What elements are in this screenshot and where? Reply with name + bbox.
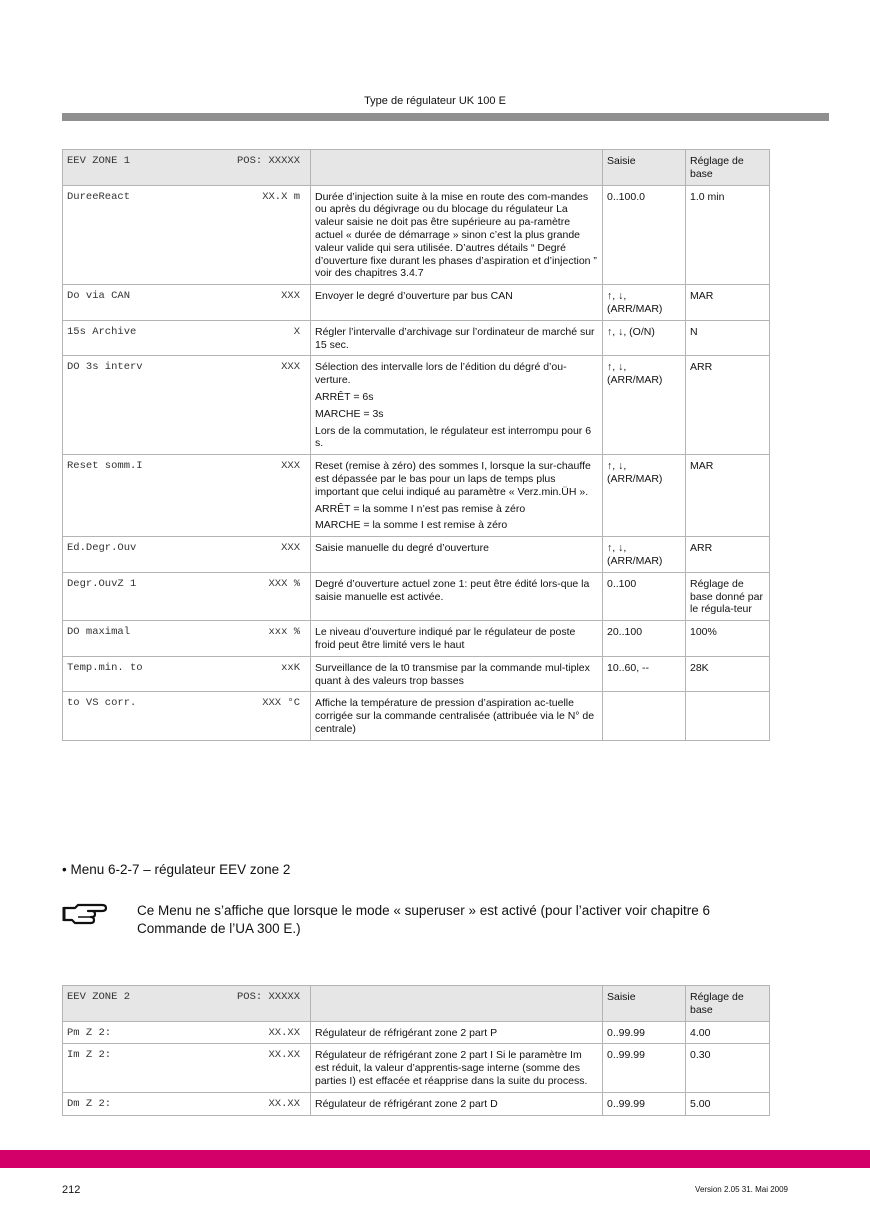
param-name: 15s Archive bbox=[67, 325, 137, 338]
page-number: 212 bbox=[62, 1184, 81, 1196]
param-value: xxx % bbox=[268, 626, 300, 639]
table-row bbox=[63, 656, 770, 692]
param-cell bbox=[63, 537, 311, 573]
saisie-cell: 0..100 bbox=[603, 572, 686, 620]
table-row bbox=[63, 356, 770, 455]
description-line: Surveillance de la t0 transmise par la commande mul-tiplex quant à des valeurs trop basses bbox=[315, 661, 590, 687]
saisie-cell: ↑, ↓, (ARR/MAR) bbox=[603, 356, 686, 455]
superuser-note: Ce Menu ne s’affiche que lorsque le mode « superuser » est activé (pour l’activer voir chapitre 6 Commande de l’UA 300 E.) bbox=[137, 903, 711, 936]
base-setting-cell: 100% bbox=[686, 621, 770, 657]
param-cell bbox=[63, 572, 311, 620]
saisie-cell: 10..60, -- bbox=[603, 656, 686, 692]
base-setting-cell: ARR bbox=[686, 356, 770, 455]
param-value: XXX °C bbox=[262, 697, 300, 710]
description-line: Reset (remise à zéro) des sommes I, lorsque la sur-chauffe est dépassée par le bas pour un laps de temps plus important que celui indiqué au paramètre « Verz.min.ÜH ». bbox=[315, 460, 591, 498]
header-param-cell bbox=[63, 150, 311, 186]
param-cell bbox=[63, 356, 311, 455]
saisie-cell: 0..99.99 bbox=[603, 1092, 686, 1115]
param-cell bbox=[63, 1092, 311, 1115]
saisie-cell: ↑, ↓, (O/N) bbox=[603, 320, 686, 356]
base-setting-cell: Réglage de base donné par le régula-teur bbox=[686, 572, 770, 620]
header-desc-cell bbox=[311, 986, 603, 1022]
header-pos-label: POS: XXXXX bbox=[236, 991, 300, 1003]
page-header-title: Type de régulateur UK 100 E bbox=[364, 95, 506, 107]
header-param-label: EEV ZONE 2 bbox=[67, 991, 131, 1003]
footer-bar bbox=[0, 1150, 870, 1168]
param-value: XX.XX bbox=[268, 1097, 300, 1110]
base-setting-cell: 28K bbox=[686, 656, 770, 692]
param-cell bbox=[63, 692, 311, 740]
description-line: Régulateur de réfrigérant zone 2 part P bbox=[315, 1026, 498, 1039]
description-line: Degré d’ouverture actuel zone 1: peut être édité lors-que la saisie manuelle est activée. bbox=[315, 577, 590, 603]
param-cell bbox=[63, 320, 311, 356]
saisie-cell: 0..99.99 bbox=[603, 1044, 686, 1092]
header-rule bbox=[62, 113, 829, 121]
description-cell bbox=[311, 572, 603, 620]
base-setting-cell: N bbox=[686, 320, 770, 356]
description-cell bbox=[311, 692, 603, 740]
description-line: ARRÊT = 6s bbox=[315, 390, 374, 403]
base-setting-cell bbox=[686, 692, 770, 740]
header-base-cell: Réglage de base bbox=[686, 150, 770, 186]
header-desc-cell bbox=[311, 150, 603, 186]
table-row bbox=[63, 692, 770, 740]
description-cell bbox=[311, 285, 603, 321]
param-name: Ed.Degr.Ouv bbox=[67, 542, 137, 555]
description-cell bbox=[311, 185, 603, 285]
param-name: DureeReact bbox=[67, 190, 131, 203]
pointing-hand-icon bbox=[62, 902, 108, 926]
saisie-cell: 0..100.0 bbox=[603, 185, 686, 285]
table-row bbox=[63, 1021, 770, 1044]
description-cell bbox=[311, 1044, 603, 1092]
param-name: DO maximal bbox=[67, 626, 131, 639]
description-line: Saisie manuelle du degré d’ouverture bbox=[315, 542, 489, 555]
description-line: Sélection des intervalle lors de l’édition du dégré d’ou-verture. bbox=[315, 361, 567, 387]
base-setting-cell: 4.00 bbox=[686, 1021, 770, 1044]
param-value: XXX bbox=[281, 290, 300, 303]
param-value: xxK bbox=[281, 661, 300, 674]
description-line: Lors de la commutation, le régulateur est interrompu pour 6 s. bbox=[315, 424, 592, 450]
param-name: to VS corr. bbox=[67, 697, 137, 710]
header-base-cell: Réglage de base bbox=[686, 986, 770, 1022]
table-row bbox=[63, 1092, 770, 1115]
description-line: Affiche la température de pression d’aspiration ac-tuelle corrigée sur la commande centralisée (attribuée via le N° de centrale) bbox=[315, 697, 595, 735]
param-name: Degr.OuvZ 1 bbox=[67, 577, 137, 590]
param-cell bbox=[63, 455, 311, 537]
description-cell bbox=[311, 537, 603, 573]
param-cell bbox=[63, 621, 311, 657]
description-line: Envoyer le degré d’ouverture par bus CAN bbox=[315, 290, 513, 303]
base-setting-cell: ARR bbox=[686, 537, 770, 573]
param-cell bbox=[63, 1044, 311, 1092]
description-line: Durée d’injection suite à la mise en route des com-mandes ou après du dégivrage ou du blocage du régulateur La valeur saisie ne doit pas être supérieure au pa-ramètre actuel « durée de démarrage » sinon c’est la plus grande valeur valide qui sera utilisée. D’autres détails “ Degré d’ouverture fixe durant les phases d’aspiration et d’injection ” voir des chapitres 3.4.7 bbox=[315, 190, 597, 280]
param-cell bbox=[63, 1021, 311, 1044]
table-row bbox=[63, 285, 770, 321]
description-line: Régler l’intervalle d’archivage sur l’ordinateur de marché sur 15 sec. bbox=[315, 325, 595, 351]
header-param-label: EEV ZONE 1 bbox=[67, 155, 131, 167]
table-header-row bbox=[63, 150, 770, 186]
base-setting-cell: 5.00 bbox=[686, 1092, 770, 1115]
saisie-cell: ↑, ↓, (ARR/MAR) bbox=[603, 285, 686, 321]
saisie-cell bbox=[603, 692, 686, 740]
param-name: Reset somm.I bbox=[67, 460, 143, 473]
eev-zone-1-table bbox=[62, 149, 770, 741]
param-name: Temp.min. to bbox=[67, 661, 143, 674]
param-name: Im Z 2: bbox=[67, 1049, 112, 1062]
param-name: DO 3s interv bbox=[67, 361, 143, 374]
base-setting-cell: MAR bbox=[686, 285, 770, 321]
param-value: XXX bbox=[281, 361, 300, 374]
table-row bbox=[63, 185, 770, 285]
param-value: XXX bbox=[281, 542, 300, 555]
description-line: MARCHE = 3s bbox=[315, 407, 384, 420]
description-line: Régulateur de réfrigérant zone 2 part I Si le paramètre Im est réduit, la valeur d’apprentis-sage interne (somme des parties I) est effacée et réapprise dans la suite du process. bbox=[315, 1049, 588, 1087]
eev-zone-2-table bbox=[62, 985, 770, 1116]
table-row bbox=[63, 1044, 770, 1092]
param-name: Pm Z 2: bbox=[67, 1026, 112, 1039]
param-value: XXX bbox=[281, 460, 300, 473]
description-cell bbox=[311, 1092, 603, 1115]
header-saisie-cell: Saisie bbox=[603, 150, 686, 186]
description-line: Régulateur de réfrigérant zone 2 part D bbox=[315, 1097, 498, 1110]
param-value: XX.XX bbox=[268, 1026, 300, 1039]
base-setting-cell: 1.0 min bbox=[686, 185, 770, 285]
table-row bbox=[63, 621, 770, 657]
saisie-cell: ↑, ↓, (ARR/MAR) bbox=[603, 455, 686, 537]
description-cell bbox=[311, 455, 603, 537]
description-cell bbox=[311, 1021, 603, 1044]
table-row bbox=[63, 455, 770, 537]
description-line: ARRÊT = la somme I n’est pas remise à zéro bbox=[315, 502, 526, 515]
param-name: Dm Z 2: bbox=[67, 1097, 112, 1110]
description-cell bbox=[311, 656, 603, 692]
saisie-cell: 0..99.99 bbox=[603, 1021, 686, 1044]
description-cell bbox=[311, 356, 603, 455]
param-name: Do via CAN bbox=[67, 290, 131, 303]
param-value: XX.XX bbox=[268, 1049, 300, 1062]
header-param-cell bbox=[63, 986, 311, 1022]
header-pos-label: POS: XXXXX bbox=[236, 155, 300, 167]
param-cell bbox=[63, 656, 311, 692]
saisie-cell: 20..100 bbox=[603, 621, 686, 657]
header-saisie-cell: Saisie bbox=[603, 986, 686, 1022]
description-cell bbox=[311, 621, 603, 657]
base-setting-cell: 0.30 bbox=[686, 1044, 770, 1092]
table-row bbox=[63, 572, 770, 620]
description-line: Le niveau d’ouverture indiqué par le régulateur de poste froid peut être limité vers le haut bbox=[315, 626, 576, 651]
description-line: MARCHE = la somme I est remise à zéro bbox=[315, 519, 508, 532]
saisie-cell: ↑, ↓, (ARR/MAR) bbox=[603, 537, 686, 573]
param-value: XX.X m bbox=[262, 190, 300, 203]
param-value: X bbox=[293, 325, 300, 338]
param-value: XXX % bbox=[268, 577, 300, 590]
menu-bullet-text: Menu 6-2-7 – régulateur EEV zone 2 bbox=[70, 862, 291, 877]
base-setting-cell: MAR bbox=[686, 455, 770, 537]
table-header-row bbox=[63, 986, 770, 1022]
description-cell bbox=[311, 320, 603, 356]
version-date: Version 2.05 31. Mai 2009 bbox=[695, 1185, 788, 1194]
table-row bbox=[63, 537, 770, 573]
table-row bbox=[63, 320, 770, 356]
param-cell bbox=[63, 285, 311, 321]
menu-bullet: • Menu 6-2-7 – régulateur EEV zone 2 bbox=[62, 862, 291, 877]
param-cell bbox=[63, 185, 311, 285]
